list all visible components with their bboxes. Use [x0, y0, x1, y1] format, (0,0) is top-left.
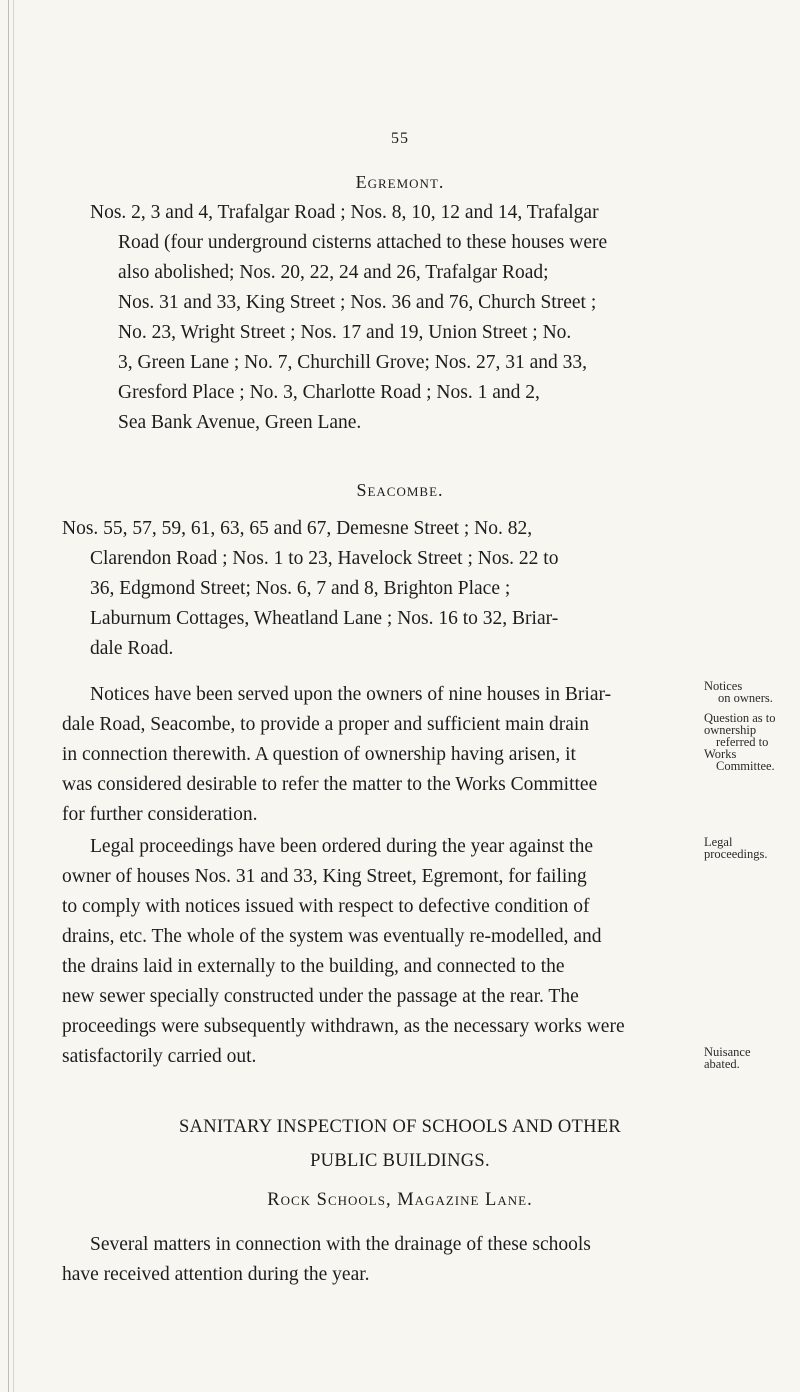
text-line: dale Road.: [90, 638, 174, 659]
margin-note-line: Committee.: [716, 759, 775, 773]
subheading-rock-schools: Rock Schools, Magazine Lane.: [267, 1190, 533, 1210]
notices-paragraph: [62, 680, 680, 830]
text-line: to comply with notices issued with respect to defective condition of: [62, 896, 590, 917]
seacombe-list: [62, 514, 678, 664]
text-line: the drains laid in externally to the building, and connected to the: [62, 956, 565, 977]
margin-note-notices: [704, 680, 800, 704]
binding-edge-line: [8, 0, 9, 1392]
margin-note-line: abated.: [704, 1057, 740, 1071]
text-line: drains, etc. The whole of the system was eventually re-modelled, and: [62, 926, 602, 947]
text-line: have received attention during the year.: [62, 1264, 370, 1285]
text-line: Notices have been served upon the owners of nine houses in Briar-: [90, 684, 612, 705]
margin-note-question: [704, 712, 800, 772]
margin-note-legal: [704, 836, 800, 860]
text-line: 3, Green Lane ; No. 7, Churchill Grove; Nos. 27, 31 and 33,: [118, 352, 587, 373]
section-heading-sanitary-line2: PUBLIC BUILDINGS.: [310, 1151, 490, 1171]
section-heading-seacombe: Seacombe.: [356, 480, 444, 500]
text-line: Legal proceedings have been ordered during the year against the: [90, 836, 593, 857]
margin-note-line: ownership: [704, 723, 757, 737]
sanitary-paragraph: [62, 1230, 680, 1290]
egremont-list: [62, 198, 706, 438]
text-line: Clarendon Road ; Nos. 1 to 23, Havelock Street ; Nos. 22 to: [90, 548, 559, 569]
text-line: Several matters in connection with the drainage of these schools: [90, 1234, 591, 1255]
page-number: 55: [391, 130, 409, 147]
text-line: Nos. 2, 3 and 4, Trafalgar Road ; Nos. 8, 10, 12 and 14, Trafalgar: [90, 202, 599, 223]
text-line: was considered desirable to refer the matter to the Works Committee: [62, 774, 598, 795]
margin-note-line: on owners.: [718, 691, 773, 705]
margin-note-line: Question as to: [704, 711, 776, 725]
margin-note-line: proceedings.: [704, 847, 768, 861]
text-line: in connection therewith. A question of ownership having arisen, it: [62, 744, 576, 765]
text-line: for further consideration.: [62, 804, 258, 825]
text-line: 36, Edgmond Street; Nos. 6, 7 and 8, Brighton Place ;: [90, 578, 511, 599]
text-line: Gresford Place ; No. 3, Charlotte Road ; Nos. 1 and 2,: [118, 382, 540, 403]
margin-note-line: Notices: [704, 679, 743, 693]
text-line: No. 23, Wright Street ; Nos. 17 and 19, Union Street ; No.: [118, 322, 572, 343]
binding-edge-line-inner: [13, 0, 14, 1392]
text-line: Laburnum Cottages, Wheatland Lane ; Nos. 16 to 32, Briar-: [90, 608, 559, 629]
text-line: proceedings were subsequently withdrawn, as the necessary works were: [62, 1016, 625, 1037]
margin-note-line: Nuisance: [704, 1045, 751, 1059]
text-line: new sewer specially constructed under the passage at the rear. The: [62, 986, 579, 1007]
margin-note-line: Works: [704, 747, 737, 761]
text-line: Nos. 31 and 33, King Street ; Nos. 36 and 76, Church Street ;: [118, 292, 597, 313]
section-heading-sanitary-line1: SANITARY INSPECTION OF SCHOOLS AND OTHER: [178, 1117, 622, 1137]
margin-note-line: Legal: [704, 835, 733, 849]
margin-note-line: referred to: [716, 735, 769, 749]
section-heading-egremont: Egremont.: [355, 172, 445, 192]
legal-paragraph: [62, 832, 680, 1072]
text-line: Nos. 55, 57, 59, 61, 63, 65 and 67, Demesne Street ; No. 82,: [62, 518, 533, 539]
margin-note-nuisance: [704, 1046, 800, 1070]
text-line: satisfactorily carried out.: [62, 1046, 257, 1067]
text-line: also abolished; Nos. 20, 22, 24 and 26, Trafalgar Road;: [118, 262, 549, 283]
text-line: owner of houses Nos. 31 and 33, King Street, Egremont, for failing: [62, 866, 587, 887]
text-line: dale Road, Seacombe, to provide a proper and sufficient main drain: [62, 714, 590, 735]
text-line: Sea Bank Avenue, Green Lane.: [118, 412, 362, 433]
text-line: Road (four underground cisterns attached to these houses were: [118, 232, 608, 253]
